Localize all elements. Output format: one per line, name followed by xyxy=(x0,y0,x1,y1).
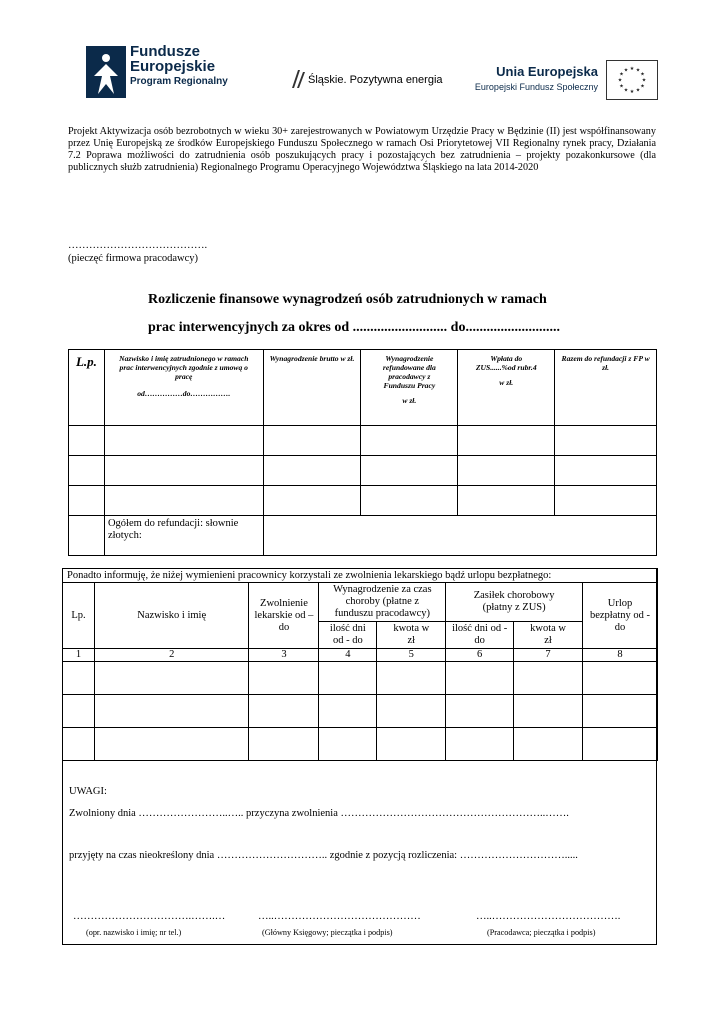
svg-text:★: ★ xyxy=(623,87,629,94)
column-numbers-row xyxy=(63,649,658,662)
header2-unpaid: Urlop bezpłatny od - do xyxy=(583,583,658,649)
fe-line2: Europejskie xyxy=(130,58,216,75)
header-gross: Wynagrodzenie brutto w zł. xyxy=(263,350,361,426)
slaskie-logo xyxy=(290,68,443,92)
fe-line3: Program Regionalny xyxy=(130,76,228,87)
signature-dots-accountant[interactable]: …..…………………………………… xyxy=(258,911,421,922)
svg-text:★: ★ xyxy=(619,71,624,78)
remarks-line-dismissed[interactable]: Zwolniony dnia ……………………..….. przyczyna zwolnienia …………………………………………………..……. xyxy=(69,808,569,819)
fe-line1: Fundusze xyxy=(130,43,200,60)
table-row xyxy=(69,426,657,456)
header-name xyxy=(104,350,263,426)
header2-sick-leave: Zwolnienie lekarskie od – do xyxy=(249,583,319,649)
header-total: Razem do refundacji z FP w zł. xyxy=(555,350,657,426)
table-row xyxy=(63,662,658,695)
signature-dots-preparer[interactable]: …………………………….…….… xyxy=(73,911,226,922)
signature-label-employer: (Pracodawca; pieczątka i podpis) xyxy=(487,928,596,937)
header-lp: L.p. xyxy=(69,350,105,426)
summary-label: Ogółem do refundacji: słownie złotych: xyxy=(104,516,263,556)
page-title-line1: Rozliczenie finansowe wynagrodzeń osób zatrudnionych w ramach xyxy=(148,292,547,307)
header-refund-text: Wynagrodzenie refundowane dla pracodawcy z Funduszu Pracy xyxy=(382,354,436,390)
col-num-7: 7 xyxy=(514,649,583,662)
col-num-1: 1 xyxy=(63,649,95,662)
header2-amount-b: kwota w zł xyxy=(514,622,583,649)
unia-europejska-logo xyxy=(458,60,658,104)
table-row xyxy=(69,456,657,486)
svg-text:★: ★ xyxy=(640,71,645,78)
ue-line1: Unia Europejska xyxy=(496,64,598,79)
svg-text:★: ★ xyxy=(619,83,624,90)
header2-days-b: ilość dni od - do xyxy=(446,622,514,649)
project-description: Projekt Aktywizacja osób bezrobotnych w wieku 30+ zarejestrowanych w Powiatowym Urzędzie Pracy w Będzinie (II) jest współfinansowany przez Unię Europejską ze środków Europejskiego Funduszu Społecznego w ramach Osi Priorytetowej VII Regionalny rynek pracy, Działania 7.2 Poprawa możliwości do zatrudnienia osób poszukujących pracy i pozostających bez zatrudnienia – projekty pozakonkursowe (dla publicznych służb zatrudnienia) Regionalnego Programu Operacyjnego Województwa Śląskiego na lata 2014-2020 xyxy=(68,126,656,173)
slaskie-text: Śląskie. Pozytywna energia xyxy=(308,74,443,86)
header-zus xyxy=(458,350,555,426)
header-zus-text: Wpłata do ZUS......%od rubr.4 xyxy=(475,354,537,372)
header-name-period: od……………do……………. xyxy=(137,389,231,398)
header-refund-unit: w zł. xyxy=(402,396,417,405)
ue-line2: Europejski Fundusz Społeczny xyxy=(474,82,598,92)
col-num-4: 4 xyxy=(319,649,377,662)
fundusze-europejskie-logo xyxy=(86,44,246,100)
col-num-6: 6 xyxy=(446,649,514,662)
col-num-5: 5 xyxy=(377,649,446,662)
col-num-2: 2 xyxy=(94,649,249,662)
settlement-table xyxy=(68,349,657,556)
signature-label-accountant: (Główny Księgowy; pieczątka i podpis) xyxy=(262,928,393,937)
svg-text:★: ★ xyxy=(629,89,635,95)
header2-sick-benefit: Zasiłek chorobowy (płatny z ZUS) xyxy=(446,583,583,622)
fe-star-icon xyxy=(86,46,126,98)
stamp-dots: …………………………………. xyxy=(68,240,208,251)
remarks-label: UWAGI: xyxy=(69,786,107,797)
page-title-line2: prac interwencyjnych za okres od ........................... do........................... xyxy=(148,320,560,335)
stamp-label: (pieczęć firmowa pracodawcy) xyxy=(68,253,199,264)
svg-text:★: ★ xyxy=(641,77,647,84)
svg-text:★: ★ xyxy=(629,66,635,72)
header-name-text: Nazwisko i imię zatrudnionego w ramach prac interwencyjnych zgodnie z umową o pracę xyxy=(119,354,249,381)
table-row xyxy=(63,695,658,728)
remarks-line-hired[interactable]: przyjęty na czas nieokreślony dnia ………………………….. zgodnie z pozycją rozliczenia: …………………………..... xyxy=(69,850,578,861)
svg-text:★: ★ xyxy=(640,83,645,90)
table-row xyxy=(63,728,658,761)
header2-days-a: ilość dni od - do xyxy=(319,622,377,649)
header2-name: Nazwisko i imię xyxy=(94,583,249,649)
svg-text:★: ★ xyxy=(635,67,641,74)
header2-sick-pay: Wynagrodzenie za czas choroby (płatne z funduszu pracodawcy) xyxy=(319,583,446,622)
header-refund xyxy=(361,350,458,426)
header-zus-unit: w zł. xyxy=(499,378,514,387)
eu-flag-icon xyxy=(606,60,658,100)
header2-lp: Lp. xyxy=(63,583,95,649)
summary-value[interactable] xyxy=(263,516,656,556)
svg-text:★: ★ xyxy=(623,67,629,74)
col-num-8: 8 xyxy=(583,649,658,662)
svg-text:★: ★ xyxy=(635,87,641,94)
summary-row xyxy=(69,516,657,556)
sick-leave-table xyxy=(62,568,658,761)
signature-dots-employer[interactable]: …..………………………………. xyxy=(476,911,621,922)
table-row xyxy=(69,486,657,516)
slaskie-mark-icon xyxy=(290,68,306,90)
svg-text:★: ★ xyxy=(617,77,623,84)
signature-label-preparer: (opr. nazwisko i imię; nr tel.) xyxy=(86,928,182,937)
header2-amount-a: kwota w zł xyxy=(377,622,446,649)
col-num-3: 3 xyxy=(249,649,319,662)
sick-leave-intro: Ponadto informuję, że niżej wymienieni pracownicy korzystali ze zwolnienia lekarskiego bądź urlopu bezpłatnego: xyxy=(63,569,658,583)
